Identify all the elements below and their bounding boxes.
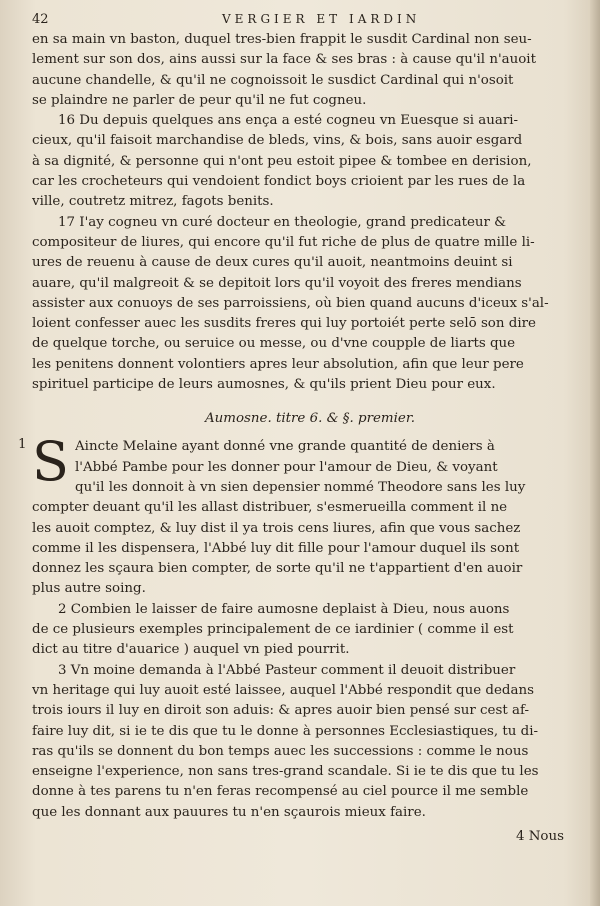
text-line: aucune chandelle, & qu'il ne cognoissoit le susdict Cardinal qui n'osoit xyxy=(32,72,514,88)
text-line: vn heritage qui luy auoit esté laissee, auquel l'Abbé respondit que dedans xyxy=(32,682,534,698)
text-line: auare, qu'il malgreoit & se depitoit lors qu'il voyoit des freres mendians xyxy=(32,275,522,291)
text-line: 2 Combien le laisser de faire aumosne deplaist à Dieu, nous auons xyxy=(58,601,510,617)
first-paragraph xyxy=(18,430,588,498)
text-line: les penitens donnent volontiers apres leur absolution, afin que leur pere xyxy=(32,356,524,372)
text-line: compositeur de liures, qui encore qu'il fut riche de plus de quatre mille li- xyxy=(32,234,535,250)
text-line: 3 Vn moine demanda à l'Abbé Pasteur comment il deuoit distribuer xyxy=(58,662,516,678)
text-line: donnez les sçaura bien compter, de sorte qu'il ne t'appartient d'en auoir xyxy=(32,561,523,577)
running-title: VERGIER ET IARDIN xyxy=(222,12,421,26)
text-line: loient confesser auec les susdits freres qui luy portoiét perte selō son dire xyxy=(32,316,536,332)
text-line: cieux, qu'il faisoit marchandise de bleds, vins, & bois, sans auoir esgard xyxy=(32,133,523,149)
text-line: ras qu'ils se donnent du bon temps auec les successions : comme le nous xyxy=(32,743,529,759)
text-line: donne à tes parens tu n'en feras recompensé au ciel pource il me semble xyxy=(32,784,529,800)
paragraph-number: 1 xyxy=(18,437,27,453)
text-line: dict au titre d'auarice ) auquel vn pied pourrit. xyxy=(32,642,350,658)
section-title: Aumosne. titre 6. & §. premier. xyxy=(204,411,416,427)
page-content xyxy=(18,8,588,847)
text-line: ures de reuenu à cause de deux cures qu'il auoit, neantmoins deuint si xyxy=(32,255,513,271)
text-line: plus autre soing. xyxy=(32,581,146,597)
page-gutter xyxy=(590,0,600,906)
text-line: 17 I'ay cogneu vn curé docteur en theologie, grand predicateur & xyxy=(58,214,507,230)
text-line: de quelque torche, ou seruice ou messe, ou d'vne coupple de liarts que xyxy=(32,336,516,352)
page-number: 42 xyxy=(32,12,49,27)
drop-cap: S xyxy=(32,430,69,494)
text-line: spirituel participe de leurs aumosnes, & qu'ils prient Dieu pour eux. xyxy=(32,377,496,393)
text-line: de ce plusieurs exemples principalement de ce iardinier ( comme il est xyxy=(32,622,514,638)
catchword: 4 Nous xyxy=(515,828,564,844)
text-line: l'Abbé Pambe pour les donner pour l'amour de Dieu, & voyant xyxy=(75,459,498,475)
text-line: assister aux conuoys de ses parroissiens, où bien quand aucuns d'iceux s'al- xyxy=(32,295,549,311)
text-line: que les donnant aux pauures tu n'en sçaurois mieux faire. xyxy=(32,804,426,820)
text-line: trois iours il luy en diroit son aduis: & apres auoir bien pensé sur cest af- xyxy=(32,703,529,719)
text-line: comme il les dispensera, l'Abbé luy dit fille pour l'amour duquel ils sont xyxy=(32,540,520,556)
text-line: faire luy dit, si ie te dis que tu le donne à personnes Ecclesiastiques, tu di- xyxy=(32,723,539,739)
running-head xyxy=(32,8,588,30)
text-line: lement sur son dos, ains aussi sur la face & ses bras : à cause qu'il n'auoit xyxy=(32,52,536,68)
text-line: Aincte Melaine ayant donné vne grande quantité de deniers à xyxy=(75,439,495,455)
text-line: enseigne l'experience, non sans tres-grand scandale. Si ie te dis que tu les xyxy=(32,764,539,780)
text-line: qu'il les donnoit à vn sien depensier nommé Theodore sans les luy xyxy=(75,479,526,495)
text-block-bottom xyxy=(32,498,588,823)
text-line: 16 Du depuis quelques ans ença a esté cogneu vn Euesque si auari- xyxy=(58,113,519,129)
text-line: les auoit comptez, & luy dist il ya trois cens liures, afin que vous sachez xyxy=(32,520,521,536)
text-line: car les crocheteurs qui vendoient fondict boys crioient par les rues de la xyxy=(32,174,526,190)
text-line: compter deuant qu'il les allast distribuer, s'esmerueilla comment il ne xyxy=(32,500,508,516)
text-line: à sa dignité, & personne qui n'ont peu estoit pipee & tombee en derision, xyxy=(32,153,532,169)
text-line: ville, coutretz mitrez, fagots benits. xyxy=(32,194,274,210)
text-block-top xyxy=(32,30,588,395)
text-line: se plaindre ne parler de peur qu'il ne fut cogneu. xyxy=(32,92,367,108)
text-line: en sa main vn baston, duquel tres-bien frappit le susdit Cardinal non seu- xyxy=(32,32,532,47)
